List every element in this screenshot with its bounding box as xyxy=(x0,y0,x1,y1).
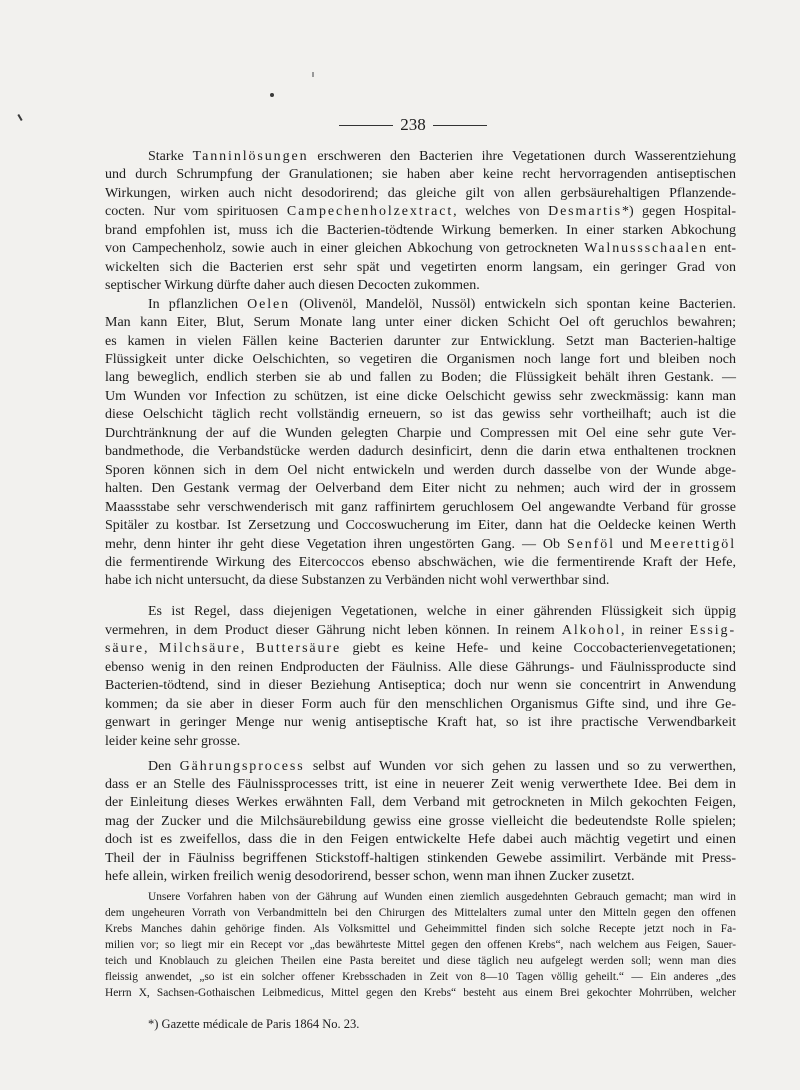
text-run: , in reiner xyxy=(621,622,690,638)
text-run: hefe allein, wirken freilich wenig desodorirend, besser schon, wenn man ihnen Zucker zusetzt. xyxy=(105,869,635,885)
text-run: ebenso wenig in den reinen Endproducten der Fäulniss. Alle diese Gährungs- und Fäulnissproducte sind xyxy=(105,659,736,675)
text-run: Um Wunden vor Infection zu schützen, ist eine dicke Oelschicht gewiss sehr zweckmässig: kann man xyxy=(105,388,736,404)
text-run: mehr, denn hinter ihr geht diese Vegetation ihren ungestörten Gang. — Ob xyxy=(105,536,567,552)
body-paragraph xyxy=(105,758,736,887)
note-line: dem ungeheuren Vorrath von Verbandmitteln bei den Chirurgen des Mittelalters zumal unter den Mitteln gegen den offenen xyxy=(105,907,736,919)
text-line xyxy=(105,277,736,295)
header-rule-right xyxy=(433,125,487,126)
text-line xyxy=(105,758,736,776)
emphasized-term: Campechenholzextract xyxy=(286,204,454,220)
text-line xyxy=(105,369,736,387)
text-line xyxy=(105,622,736,640)
text-run: Bacterien-tödtend, sind in dieser Beziehung Antiseptica; doch nur wenn sie concentrirt in Anwendung xyxy=(105,678,736,694)
scan-speck xyxy=(17,114,22,121)
text-run: selbst auf Wunden vor sich gehen zu lassen und so zu verwerthen, xyxy=(304,758,737,774)
text-line xyxy=(105,425,736,443)
text-line xyxy=(105,480,736,498)
text-run: diese Oelschicht täglich recht vollständig erneuern, so ist das gewiss sehr vortheilhaft; auch ist die xyxy=(105,407,736,423)
text-run: Sporen können sich in dem Oel nicht entwickeln und werden durch dasselbe von der Wunde abge- xyxy=(105,462,736,478)
text-run: wickelten sich die Bacterien erst sehr spät und vegetirten enorm langsam, ein geringer Grad von xyxy=(105,259,736,275)
text-line xyxy=(105,776,736,794)
text-line xyxy=(105,203,736,221)
text-run: Wirkungen, wirken auch nicht desodorirend; das gleiche gilt von allen gerbsäurehaltigen Pflanzende- xyxy=(105,185,736,201)
text-line xyxy=(105,351,736,369)
text-run: halten. Den Gestank vermag der Oelverband dem Eiter nicht zu nehmen; auch wird der in grossem xyxy=(105,481,736,497)
text-run: leider keine sehr grosse. xyxy=(105,733,241,749)
text-line xyxy=(105,794,736,812)
note-line: Unsere Vorfahren haben von der Gährung auf Wunden einen ziemlich ausgedehnten Gebrauch gemacht; man wird in xyxy=(148,891,736,903)
scan-speck xyxy=(312,72,314,77)
text-run: und durch Schrumpfung der Granulationen; sie haben aber keine recht hervorragenden antiseptischen xyxy=(105,167,736,183)
text-run: , welches von xyxy=(453,204,549,220)
page-header xyxy=(339,114,487,136)
scan-speck xyxy=(270,93,274,97)
text-run: Starke xyxy=(148,149,193,164)
note-line: Krebs Manches dahin gehörige finden. Als Volksmittel und Geheimmittel finden sich solche Recepte jetzt noch in Fa- xyxy=(105,923,736,935)
text-run: bandmethode, die Verbandstücke werden dadurch desinficirt, denn die darin etwa enthaltenen trocknen xyxy=(105,444,736,460)
text-run: Den xyxy=(148,758,180,774)
text-line xyxy=(105,166,736,184)
text-line xyxy=(105,659,736,677)
emphasized-term: Buttersäure xyxy=(255,641,342,657)
text-line xyxy=(105,554,736,572)
text-run: brand empfohlen ist, muss ich die Bacterien-tödtende Wirkung bemerken. In einer starken Abkochung xyxy=(105,222,736,238)
text-line xyxy=(105,640,736,658)
body-paragraph xyxy=(105,603,736,751)
text-run: mag der Zucker und die Milchsäurebildung gewiss eine grosse vielleicht die bedeutendste Rolle spielen; xyxy=(105,813,736,829)
text-run: doch ist es zweifellos, dass die in den Feigen entwickelte Hefe dabei auch mächtig vegetirt und einen xyxy=(105,832,736,848)
text-run: und xyxy=(614,536,650,552)
emphasized-term: Alkohol xyxy=(561,622,622,638)
text-run: Durchtränknung der auf die Wunden gelegten Charpie und Compressen mit Oel eine sehr gute Ver- xyxy=(105,425,736,441)
text-run: Es ist Regel, dass diejenigen Vegetationen, welche in einer gährenden Flüssigkeit sich üppig xyxy=(148,604,736,620)
text-run: cocten. Nur vom spirituosen xyxy=(105,204,287,220)
text-run: (Olivenöl, Mandelöl, Nussöl) entwickeln sich spontan keine Bacterien. xyxy=(290,296,736,312)
text-line xyxy=(105,572,736,590)
header-rule-left xyxy=(339,125,393,126)
text-line xyxy=(105,222,736,240)
text-run: *) gegen Hospital- xyxy=(621,204,736,220)
text-run: der Einleitung dieses Werkes erwähnten Fall, dem Verband mit getrockneten in Milch gekochten Feigen, xyxy=(105,795,736,811)
text-run: lang beweglich, endlich sterben sie ab und fallen zu Boden; die Flüssigkeit behält ihren Gestank. — xyxy=(105,370,736,386)
text-line xyxy=(105,714,736,732)
text-run: septischer Wirkung dürfte daher auch diesen Decocten zukommen. xyxy=(105,278,480,294)
text-line xyxy=(105,185,736,203)
text-run: Theil der in Fäulniss begriffenen Stickstoff-haltigen stinkenden Gewebe assimilirt. Verbände mit Press- xyxy=(105,850,736,866)
text-run: es kamen in vielen Fällen keine Bacterien darunter zur Entwicklung. Setzt man Bacterien-haltige xyxy=(105,333,736,349)
text-run: Man kann Eiter, Blut, Serum Monate lang unter einer dicken Schicht Oel oft geruchlos bewahren; xyxy=(105,315,736,331)
text-line xyxy=(105,868,736,886)
text-line xyxy=(105,406,736,424)
text-run: dass er an Stelle des Fäulnissprocesses tritt, ist eine in neuerer Zeit wenig verwerthete Idee. Bei dem in xyxy=(105,776,736,792)
text-line xyxy=(105,314,736,332)
note-line: teich und Knoblauch zu gleichen Theilen eine Pasta bereitet und diese täglich neu aufgelegt werden soll; wenn man dies xyxy=(105,955,736,967)
text-line xyxy=(105,333,736,351)
text-run: , xyxy=(240,641,256,657)
text-run: , xyxy=(144,641,159,657)
emphasized-term: Milchsäure xyxy=(158,641,241,657)
text-line xyxy=(105,831,736,849)
text-line xyxy=(105,388,736,406)
text-run: Flüssigkeit unter dicke Oelschichten, so vegetiren die Organismen noch lange fort und bleiben noch xyxy=(105,351,736,367)
text-line xyxy=(105,499,736,517)
text-run: von Campechenholz, sowie auch in einer gleichen Abkochung von getrockneten xyxy=(105,241,585,257)
small-print-note xyxy=(105,889,736,1001)
emphasized-term: Gährungsprocess xyxy=(179,758,305,774)
note-line: Herrn X, Sachsen-Gothaischen Leibmedicus, Mittel gegen den Krebs“ besteht aus einem Brei gekochter Mohrrüben, welcher xyxy=(105,987,736,999)
emphasized-term: säure xyxy=(105,641,145,657)
emphasized-term: Walnussschaalen xyxy=(584,241,709,257)
note-line: milien vor; so liegt mir ein Recept vor „das bewährteste Mittel gegen den offenen Krebs“, nach welchem aus Feigen, Sauer- xyxy=(105,939,736,951)
text-line xyxy=(105,259,736,277)
text-run: genwart in geringer Menge nur wenig antiseptische Kraft hat, so ist ihre practische Verwendbarkeit xyxy=(105,715,736,731)
text-run: giebt es keine Hefe- und keine Coccobacterienvegetationen; xyxy=(341,641,737,657)
text-line xyxy=(105,696,736,714)
text-run: erschweren den Bacterien ihre Vegetationen durch Wasserentziehung xyxy=(308,149,736,164)
text-line xyxy=(105,733,736,751)
text-run: habe ich nicht untersucht, da diese Substanzen zu Verbänden nicht wohl verwerthbar sind. xyxy=(105,573,610,589)
text-run: In pflanzlichen xyxy=(148,296,248,312)
text-run: vermehren, in dem Product dieser Gährung nicht leben können. In reinem xyxy=(105,622,562,638)
text-line xyxy=(105,443,736,461)
emphasized-term: Tanninlösungen xyxy=(192,149,309,164)
text-line xyxy=(105,813,736,831)
emphasized-term: Oelen xyxy=(247,296,291,312)
text-run: ent- xyxy=(708,241,736,257)
text-line xyxy=(105,462,736,480)
emphasized-term: Meerettigöl xyxy=(649,536,736,552)
text-run: die fermentirende Wirkung des Eitercoccos ebenso abschwächen, wie die fermentirende Kraft der Hefe, xyxy=(105,554,736,570)
text-line xyxy=(105,148,736,166)
text-run: kommen; da sie aber in dieser Form auch für den menschlichen Organismus Gifte sind, und ihre Ge- xyxy=(105,696,736,712)
emphasized-term: Senföl xyxy=(566,536,615,552)
text-line xyxy=(105,240,736,258)
text-line xyxy=(105,517,736,535)
body-text xyxy=(105,148,736,887)
text-run: Maassstabe sehr verschwenderisch mit ganz raffinirtem geruchlosem Oel angewandte Verband für grosse xyxy=(105,499,736,515)
page-number: 238 xyxy=(400,115,426,134)
footnote: *) Gazette médicale de Paris 1864 No. 23. xyxy=(148,1017,360,1031)
body-paragraph xyxy=(105,148,736,296)
text-line xyxy=(105,536,736,554)
text-line xyxy=(105,850,736,868)
text-run: Spitäler zu kostbar. Ist Zersetzung und Coccoswucherung im Eiter, dann hat die Oeldecke keinen Werth xyxy=(105,518,736,534)
emphasized-term: Essig- xyxy=(689,622,737,638)
text-line xyxy=(105,603,736,621)
text-line xyxy=(105,296,736,314)
text-line xyxy=(105,677,736,695)
body-paragraph xyxy=(105,296,736,591)
note-line: fleissig anwendet, „so ist ein solcher offener Krebsschaden in Zeit von 8—10 Tagen völlig geheilt.“ — Ein anderes „des xyxy=(105,971,736,983)
emphasized-term: Desmartis xyxy=(548,204,622,220)
